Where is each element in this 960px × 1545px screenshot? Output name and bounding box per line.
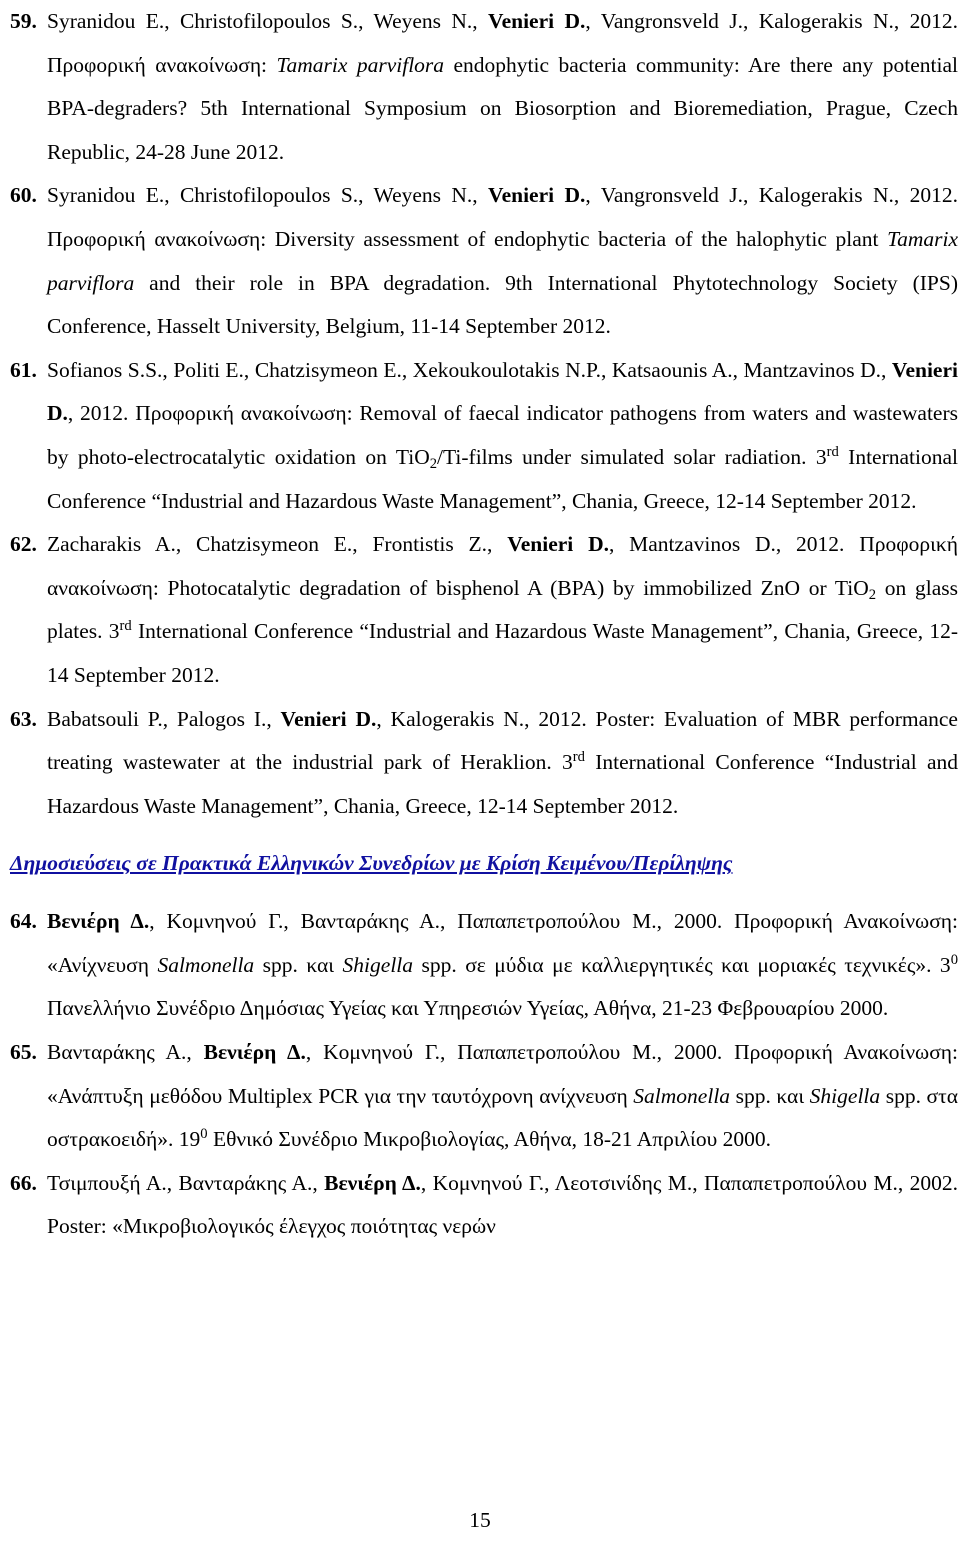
reference-item-63: [10, 698, 958, 829]
species-name: Tamarix parviflora: [276, 52, 445, 77]
reference-item-62: [10, 523, 958, 697]
reference-text: Βενιέρη Δ., Κομνηνού Γ., Βανταράκης Α., Παπαπετροπούλου Μ., 2000. Προφορική Ανακοίνωση: «Ανίχνευση Salmonella spp. και Shigella spp. σε μύδια με καλλιεργητικές και μοριακές τεχνικές». $3^0$ Πανελλήνιο Συνέδριο Δημόσιας Υγείας και Υπηρεσιών Υγείας, Αθήνα, 21-23 Φεβρουαρίου 2000.: [47, 909, 959, 1021]
section-heading: Δημοσιεύσεις σε Πρακτικά Ελληνικών Συνεδρίων με Κρίση Κειμένου/Περίληψης: [10, 851, 733, 876]
reference-number: 59.: [10, 9, 37, 33]
page-number: 15: [469, 1508, 491, 1532]
reference-item-65: [10, 1031, 958, 1162]
highlighted-author: Venieri D.: [507, 532, 609, 557]
reference-number: 62.: [10, 532, 37, 557]
highlighted-author: Venieri D.: [488, 9, 586, 33]
reference-item-64: [10, 900, 958, 1031]
reference-item-60: [10, 174, 958, 348]
reference-text: Syranidou E., Christofilopoulos S., Weyens N., Venieri D., Vangronsveld J., Kalogerakis N., 2012. Προφορική ανακοίνωση: Diversity assessment of endophytic bacteria of the halophytic plant Tamarix parviflora and their role in BPA degradation. 9th International Phytotechnology Society (IPS) Conference, Hasselt University, Belgium, 11-14 September 2012.: [47, 183, 958, 339]
species-name: Shigella: [342, 952, 414, 977]
reference-item-66: [10, 1162, 958, 1249]
reference-text: Βανταράκης Α., Βενιέρη Δ., Κομνηνού Γ., Παπαπετροπούλου Μ., 2000. Προφορική Ανακοίνωση: «Ανάπτυξη μεθόδου Multiplex PCR για την ταυτόχρονη ανίχνευση Salmonella spp. και Shigella spp. στα οστρακοειδή». $19^0$ Εθνικό Συνέδριο Μικροβιολογίας, Αθήνα, 18-21 Απριλίου 2000.: [47, 1040, 958, 1152]
species-name: Tamarix parviflora: [47, 226, 958, 295]
highlighted-author: Βενιέρη Δ.: [203, 1040, 306, 1065]
highlighted-author: Venieri D.: [488, 183, 586, 208]
reference-number: 63.: [10, 706, 37, 731]
highlighted-author: Venieri D.: [47, 357, 958, 426]
reference-item-61: [10, 349, 958, 523]
species-name: Salmonella: [157, 952, 255, 977]
reference-number: 65.: [10, 1040, 37, 1065]
reference-text: Zacharakis A., Chatzisymeon E., Frontistis Z., Venieri D., Mantzavinos D., 2012. Προφορική ανακοίνωση: Photocatalytic degradation of bisphenol A (BPA) by immobilized ZnO or TiO$_2$ on glass plates. 3rd International Conference “Industrial and Hazardous Waste Management”, Chania, Greece, 12-14 September 2012.: [47, 532, 959, 687]
reference-number: 66.: [10, 1170, 37, 1195]
highlighted-author: Βενιέρη Δ.: [47, 909, 150, 934]
reference-text: Babatsouli P., Palogos I., Venieri D., Kalogerakis N., 2012. Poster: Evaluation of MBR performance treating wastewater at the industrial park of Heraklion. 3rd International Conference “Industrial and Hazardous Waste Management”, Chania, Greece, 12-14 September 2012.: [47, 706, 958, 818]
species-name: Shigella: [809, 1083, 881, 1108]
reference-text: Τσιμπουξή Α., Βανταράκης Α., Βενιέρη Δ., Κομνηνού Γ., Λεοτσινίδης Μ., Παπαπετροπούλου Μ., 2002. Poster: «Μικροβιολογικός έλεγχος ποιότητας νερών: [47, 1170, 958, 1239]
reference-item-59: [10, 0, 958, 174]
reference-number: 64.: [10, 909, 37, 934]
species-name: Salmonella: [633, 1083, 731, 1108]
reference-number: 60.: [10, 183, 37, 208]
reference-text: Syranidou E., Christofilopoulos S., Weyens N., Venieri D., Vangronsveld J., Kalogerakis N., 2012. Προφορική ανακοίνωση: Tamarix parviflora endophytic bacteria community: Are there any potential BPA-degraders? 5th International Symposium on Biosorption and Bioremediation, Prague, Czech Republic, 24-28 June 2012.: [47, 9, 958, 164]
highlighted-author: Βενιέρη Δ.: [324, 1170, 421, 1195]
reference-text: Sofianos S.S., Politi E., Chatzisymeon E., Xekoukoulotakis N.P., Katsaounis A., Mantzavinos D., Venieri D., 2012. Προφορική ανακοίνωση: Removal of faecal indicator pathogens from waters and wastewaters by photo-electrocatalytic oxidation on TiO$_2$/Ti-films under simulated solar radiation. 3rd International Conference “Industrial and Hazardous Waste Management”, Chania, Greece, 12-14 September 2012.: [47, 357, 959, 513]
highlighted-author: Venieri D.: [280, 706, 377, 731]
reference-list: [10, 0, 958, 1249]
reference-number: 61.: [10, 357, 37, 382]
